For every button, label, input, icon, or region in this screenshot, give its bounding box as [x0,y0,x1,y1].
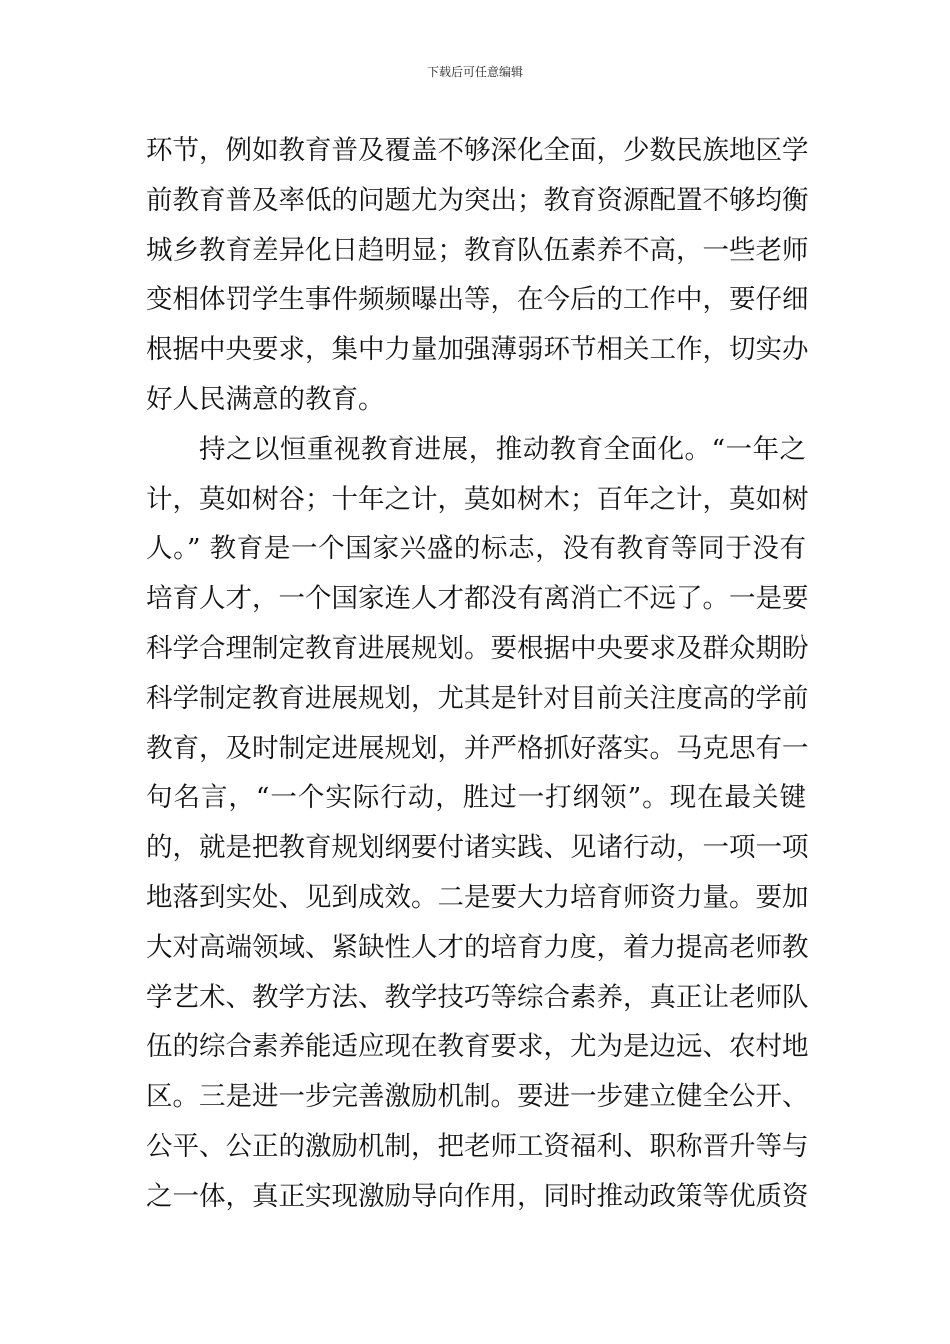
text-line: 计，莫如树谷；十年之计，莫如树木；百年之计，莫如树 [146,483,809,515]
text-line: 教育，及时制定进展规划，并严格抓好落实。马克思有一 [146,732,809,764]
text-line: 人。” 教育是一个国家兴盛的标志，没有教育等同于没有 [146,533,806,565]
text-line: 的，就是把教育规划纲要付诸实践、见诸行动，一项一项 [146,832,809,864]
text-line: 科学合理制定教育进展规划。要根据中央要求及群众期盼 [146,632,809,664]
text-line: 好人民满意的教育。 [146,383,385,415]
text-line: 之一体，真正实现激励导向作用，同时推动政策等优质资 [146,1180,809,1212]
text-line: 变相体罚学生事件频频曝出等，在今后的工作中，要仔细 [146,284,809,316]
text-line: 区。三是进一步完善激励机制。要进一步建立健全公开、 [146,1081,809,1113]
page-header: 下载后可任意编辑 [426,65,523,79]
text-line: 伍的综合素养能适应现在教育要求，尤为是边远、农村地 [146,1031,809,1063]
text-line: 科学制定教育进展规划，尤其是针对目前关注度高的学前 [146,682,809,714]
text-line: 公平、公正的激励机制，把老师工资福利、职称晋升等与 [146,1130,809,1162]
text-line: 根据中央要求，集中力量加强薄弱环节相关工作，切实办 [146,334,809,366]
text-line: 句名言，“一个实际行动，胜过一打纲领”。现在最关键 [146,782,806,814]
text-line: 学艺术、教学方法、教学技巧等综合素养，真正让老师队 [146,981,809,1013]
text-line: 地落到实处、见到成效。二是要大力培育师资力量。要加 [146,881,809,913]
text-line: 环节，例如教育普及覆盖不够深化全面，少数民族地区学 [146,135,809,166]
text-line: 持之以恒重视教育进展，推动教育全面化。“一年之 [199,433,806,465]
text-line: 前教育普及率低的问题尤为突出；教育资源配置不够均衡 [146,184,809,216]
text-line: 城乡教育差异化日趋明显；教育队伍素养不高，一些老师 [146,234,809,266]
text-line: 大对高端领域、紧缺性人才的培育力度，着力提高老师教 [146,931,809,963]
document-body [146,126,809,1222]
text-line: 培育人才，一个国家连人才都没有离消亡不远了。一是要 [146,583,809,615]
